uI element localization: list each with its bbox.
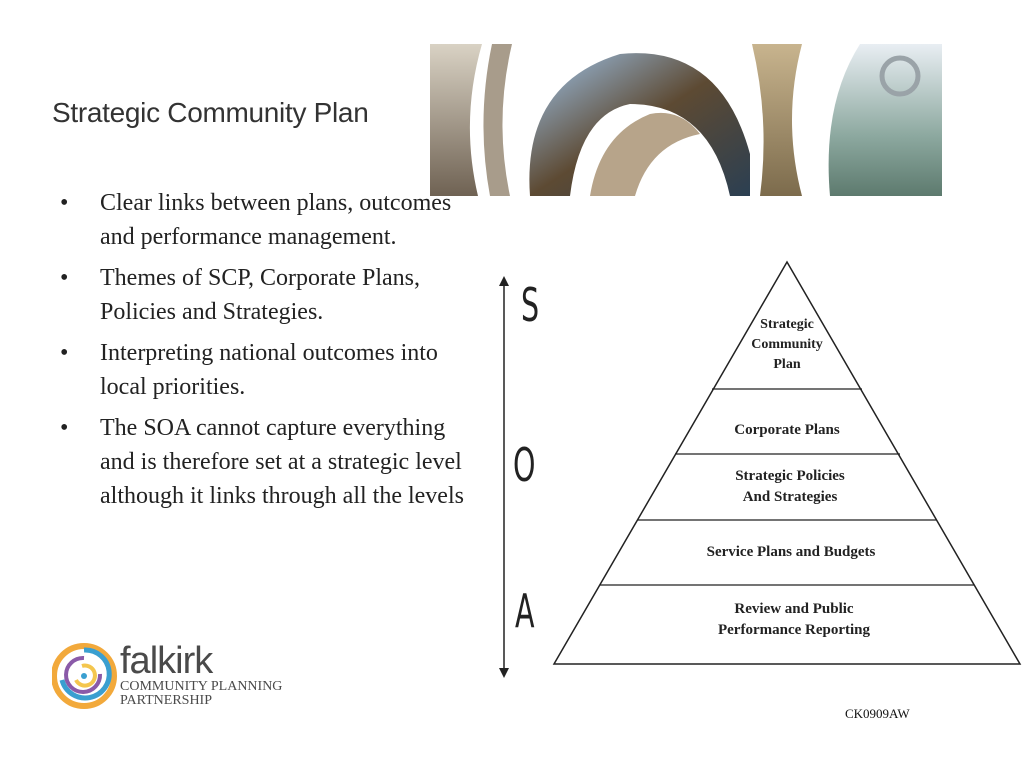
slide-title: Strategic Community Plan [52, 97, 369, 128]
bullet-list [60, 186, 480, 520]
logo-subtitle-line: COMMUNITY PLANNING [120, 679, 283, 694]
pyramid-level-5-line: Review and Public [734, 601, 854, 617]
bullet-text: The SOA cannot capture everything and is therefore set at a strategic level although it links through all the levels [100, 415, 464, 509]
banner-photo-plaza [590, 113, 700, 196]
pyramid-diagram [550, 258, 1024, 670]
slide-code: CK0909AW [845, 706, 910, 721]
pyramid-level-2-line: Corporate Plans [734, 422, 840, 438]
logo-subtitle [120, 680, 282, 708]
bullet-item [60, 186, 480, 254]
pyramid-level-3-line: Strategic Policies [735, 468, 845, 484]
bullet-item [60, 336, 480, 404]
pyramid-level-1-line: Strategic [760, 317, 814, 332]
bullet-marker: • [60, 340, 69, 366]
bullet-item [60, 261, 480, 329]
soa-letter-o: O [513, 438, 536, 492]
bullet-text: Clear links between plans, outcomes and performance management. [100, 190, 452, 250]
bullet-item [60, 411, 480, 513]
pyramid-level-3-line: And Strategies [742, 489, 838, 505]
logo-wordmark: falkirk [120, 640, 213, 682]
banner-photo-building [752, 44, 802, 196]
double-arrow-icon [494, 276, 514, 678]
pyramid-level-1-line: Community [751, 337, 823, 352]
photo-banner [430, 44, 942, 196]
soa-letter-s: S [521, 278, 540, 332]
bullet-text: Interpreting national outcomes into local priorities. [100, 340, 438, 400]
pyramid-level-5-line: Performance Reporting [717, 622, 871, 638]
bullet-marker: • [60, 190, 69, 216]
banner-photo-tower [430, 44, 482, 196]
logo-subtitle-line: PARTNERSHIP [120, 693, 213, 708]
pyramid-level-4-line: Service Plans and Budgets [706, 544, 876, 560]
bullet-text: Themes of SCP, Corporate Plans, Policies and Strategies. [100, 265, 420, 325]
bullet-marker: • [60, 265, 69, 291]
pyramid-level-1-line: Plan [773, 357, 801, 372]
banner-photo-street [483, 44, 512, 196]
soa-letter-a: A [515, 584, 535, 638]
bullet-marker: • [60, 415, 69, 441]
